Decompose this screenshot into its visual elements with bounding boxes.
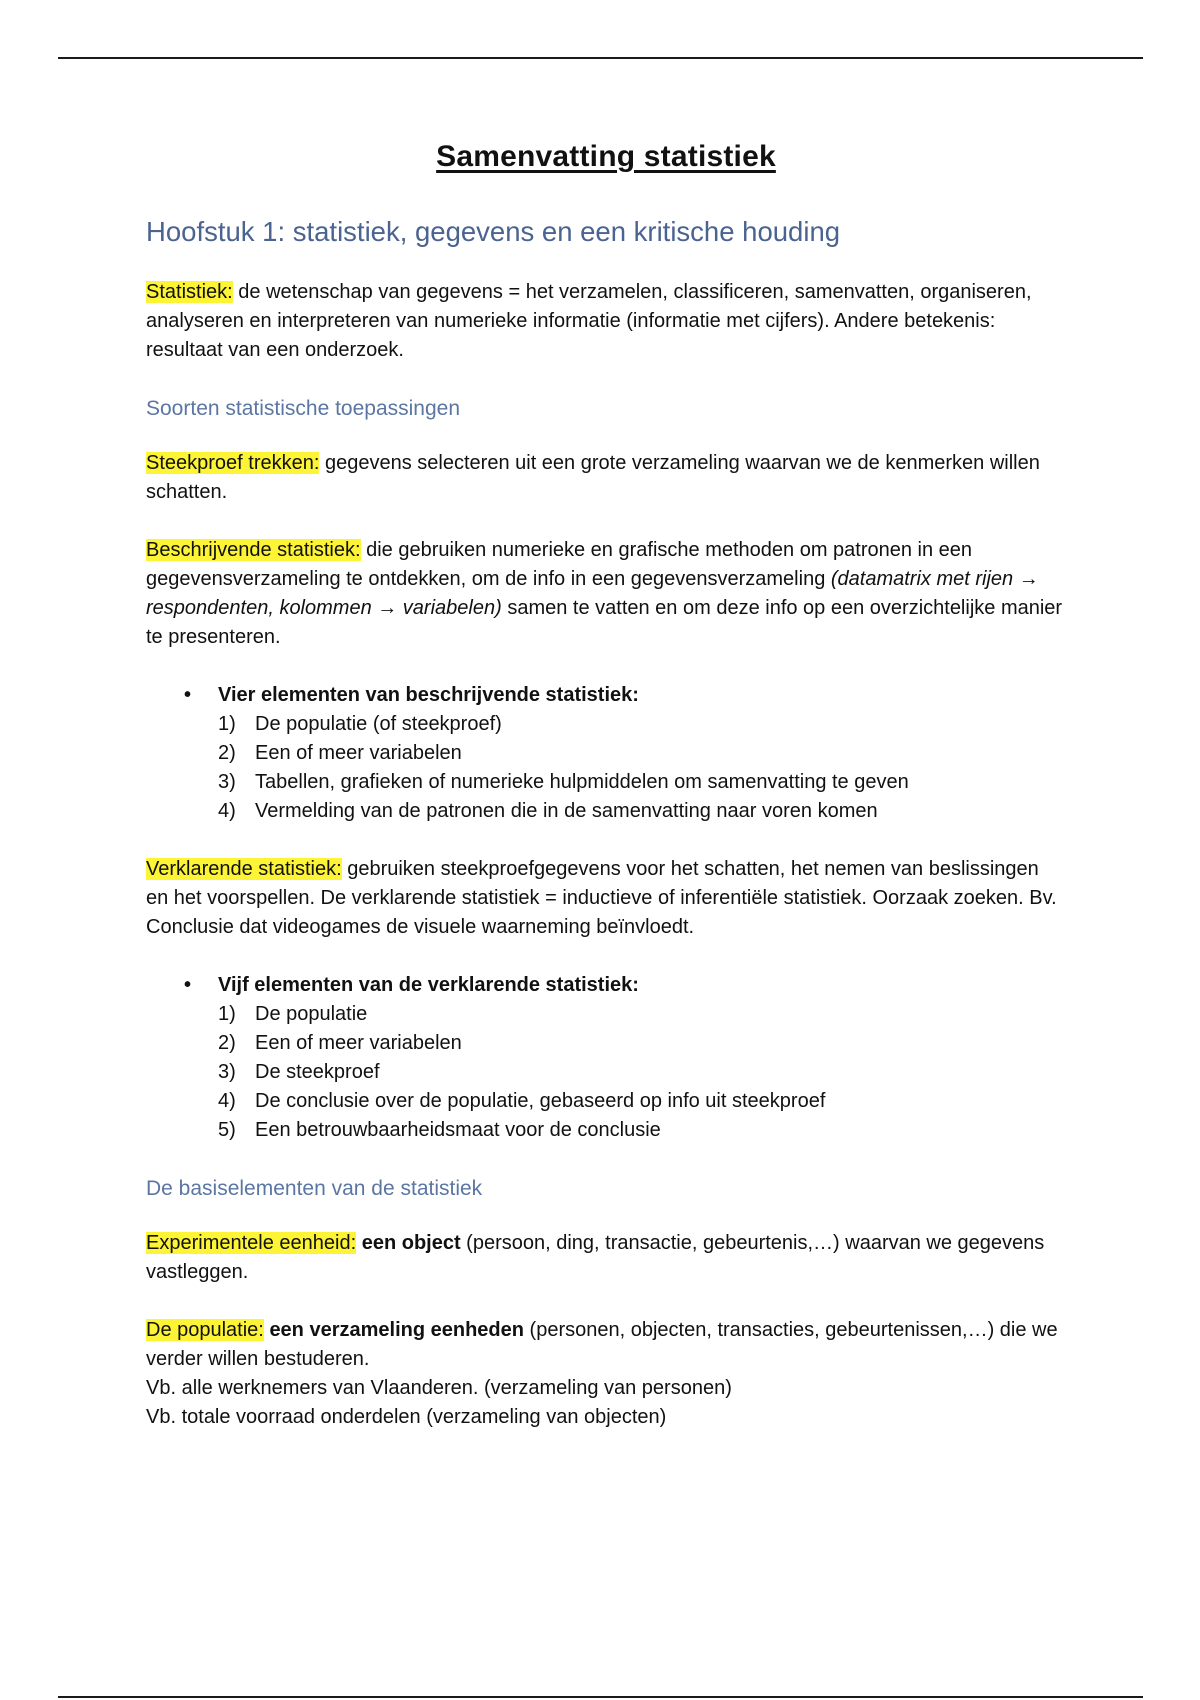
definition-beschrijvend	[146, 536, 1066, 652]
definition-eenheid	[146, 1229, 1066, 1287]
footer-rule	[58, 1696, 1143, 1698]
highlighted-term: Verklarende statistiek:	[146, 858, 342, 880]
section-heading-basis: De basiselementen van de statistiek	[146, 1177, 483, 1200]
list-number: 1)	[218, 713, 236, 735]
list-item-text: Tabellen, grafieken of numerieke hulpmiddelen om samenvatting te geven	[255, 771, 909, 793]
list-item-text: De populatie (of steekproef)	[255, 713, 502, 735]
numbered-list	[184, 1000, 1066, 1145]
document-body	[146, 140, 1066, 1432]
bold-term: een object	[361, 1232, 461, 1254]
definition-text: die gebruiken numerieke en grafische methoden om patronen in een gegevensverzameling te ontdekken, om de info in een gegevensverzameling	[146, 539, 973, 590]
list-item-text: De steekproef	[255, 1061, 380, 1083]
list-item-text: Een betrouwbaarheidsmaat voor de conclusie	[255, 1119, 661, 1141]
chapter-heading: Hoofstuk 1: statistiek, gegevens en een kritische houding	[146, 216, 841, 247]
highlighted-term: De populatie:	[146, 1319, 264, 1341]
list-item	[218, 739, 1066, 768]
highlighted-term: Experimentele eenheid:	[146, 1232, 357, 1254]
list-item	[218, 1058, 1066, 1087]
numbered-list	[184, 710, 1066, 826]
list-item	[218, 1029, 1066, 1058]
highlighted-term: Statistiek:	[146, 281, 233, 303]
list-number: 4)	[218, 800, 236, 822]
highlighted-term: Steekproef trekken:	[146, 452, 320, 474]
bullet-list-verklarend	[146, 971, 1066, 1145]
italic-note: (datamatrix met rijen → respondenten, kolommen → variabelen)	[146, 568, 1039, 619]
example-line: Vb. totale voorraad onderdelen (verzameling van objecten)	[146, 1406, 667, 1428]
list-number: 2)	[218, 742, 236, 764]
list-item-text: De populatie	[255, 1003, 368, 1025]
definition-text: (personen, objecten, transacties, gebeurtenissen,…) die we verder willen bestuderen.	[146, 1319, 1058, 1370]
bold-term: een verzameling eenheden	[269, 1319, 524, 1341]
document-title: Samenvatting statistiek	[436, 140, 776, 173]
list-number: 3)	[218, 771, 236, 793]
list-item	[218, 768, 1066, 797]
definition-text: de wetenschap van gegevens = het verzamelen, classificeren, samenvatten, organiseren, analyseren en interpreteren van numerieke informatie (informatie met cijfers). Andere betekenis: resultaat van een onderzoek.	[146, 281, 1032, 361]
bullet-heading-text: Vier elementen van beschrijvende statistiek:	[218, 684, 639, 706]
bullet-heading	[184, 971, 1066, 1000]
list-item	[218, 797, 1066, 826]
definition-verklarend	[146, 855, 1066, 942]
definition-text: (persoon, ding, transactie, gebeurtenis,…) waarvan we gegevens vastleggen.	[146, 1232, 1045, 1283]
list-item	[218, 710, 1066, 739]
highlighted-term: Beschrijvende statistiek:	[146, 539, 361, 561]
definition-statistiek	[146, 278, 1066, 365]
header-rule	[58, 57, 1143, 59]
section-heading-soorten: Soorten statistische toepassingen	[146, 397, 461, 420]
definition-populatie	[146, 1316, 1066, 1374]
definition-steekproef	[146, 449, 1066, 507]
list-number: 4)	[218, 1090, 236, 1112]
bullet-dot: •	[184, 974, 192, 996]
list-item	[218, 1087, 1066, 1116]
list-number: 5)	[218, 1119, 236, 1141]
definition-text: gegevens selecteren uit een grote verzameling waarvan we de kenmerken willen schatten.	[146, 452, 1040, 503]
example-line: Vb. alle werknemers van Vlaanderen. (verzameling van personen)	[146, 1377, 732, 1399]
list-number: 3)	[218, 1061, 236, 1083]
list-item-text: Vermelding van de patronen die in de samenvatting naar voren komen	[255, 800, 878, 822]
list-number: 1)	[218, 1003, 236, 1025]
bullet-heading	[184, 681, 1066, 710]
list-item	[218, 1116, 1066, 1145]
bullet-heading-text: Vijf elementen van de verklarende statistiek:	[218, 974, 639, 996]
list-item-text: Een of meer variabelen	[255, 742, 462, 764]
list-item-text: De conclusie over de populatie, gebaseerd op info uit steekproef	[255, 1090, 826, 1112]
definition-text: samen te vatten en om deze info op een overzichtelijke manier te presenteren.	[146, 597, 1063, 648]
list-item-text: Een of meer variabelen	[255, 1032, 462, 1054]
list-item	[218, 1000, 1066, 1029]
list-number: 2)	[218, 1032, 236, 1054]
definition-text: gebruiken steekproefgegevens voor het schatten, het nemen van beslissingen en het voorspellen. De verklarende statistiek = inductieve of inferentiële statistiek. Oorzaak zoeken. Bv. Conclusie dat videogames de visuele waarneming beïnvloedt.	[146, 858, 1057, 938]
bullet-list-beschrijvend	[146, 681, 1066, 826]
bullet-dot: •	[184, 684, 192, 706]
